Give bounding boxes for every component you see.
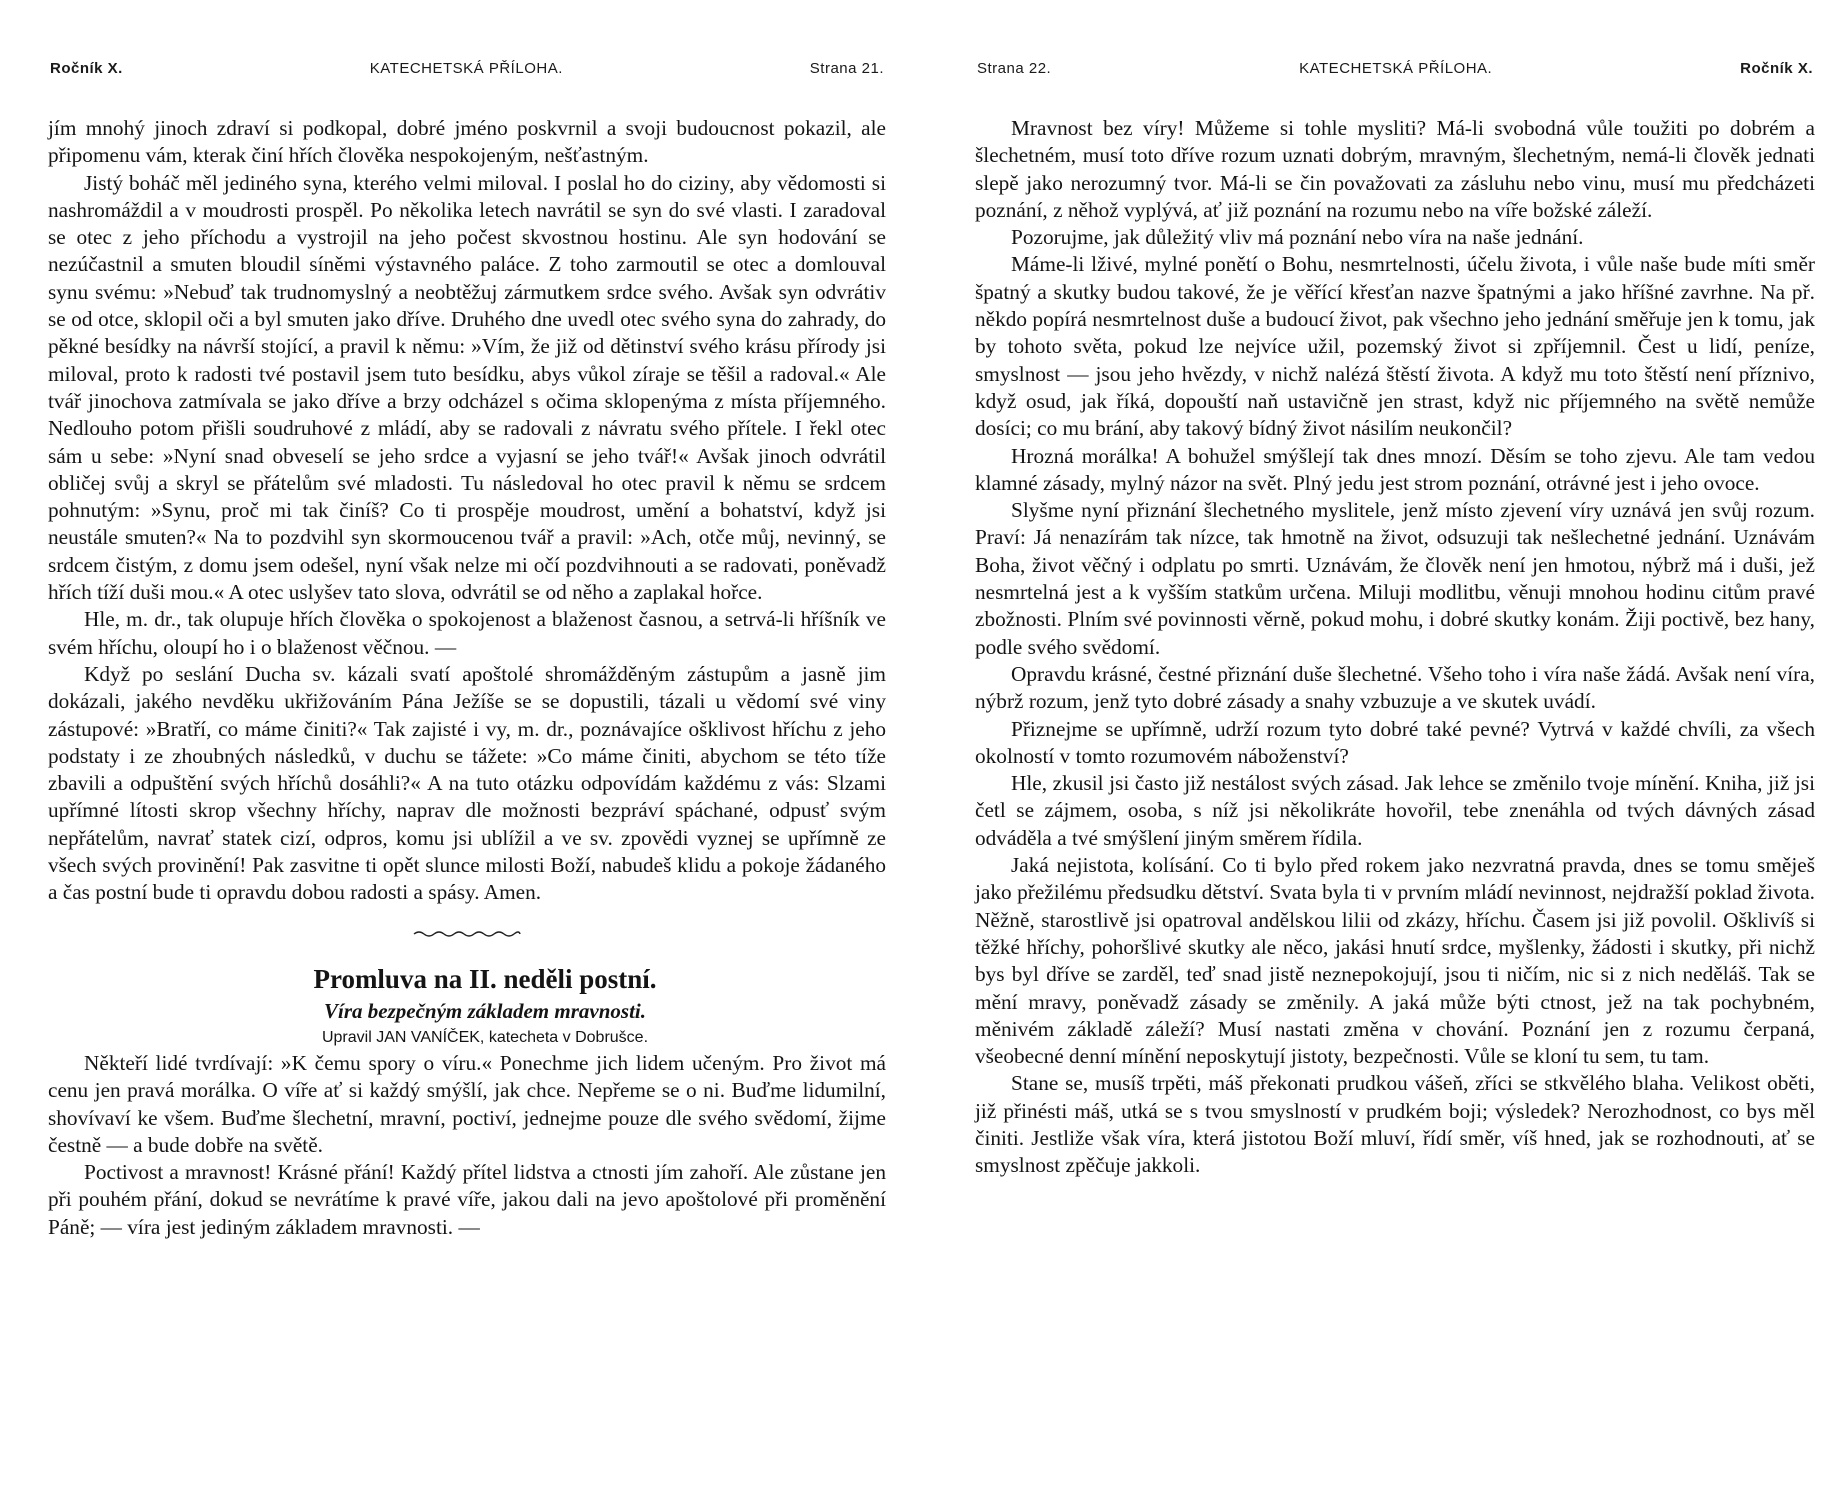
left-header-title: KATECHETSKÁ PŘÍLOHA. xyxy=(369,60,563,77)
paragraph: jím mnohý jinoch zdraví si podkopal, dobré jméno poskvrnil a svoji budoucnost pokazil, ale připomenu vám, kterak činí hřích člověka nespokojeným, nešťastným. xyxy=(48,116,886,168)
paragraph: Když po seslání Ducha sv. kázali svatí apoštolé shromážděným zástupům a jasně jim dokázali, jakého nevděku ukřižováním Pána Ježíše se se dopustili, tázali u vědomí své viny zástupové: »Bratří, co máme činiti?« Tak zajisté i vy, m. dr., poznávajíce ošklivost hříchu z jeho podstaty i ze zhoubných následků, v duchu se tážete: »Co máme činiti, abychom se této tíže zbavili a odpuštění svých hříchů dosáhli?« A na tuto otázku odpovídám každému z vás: Slzami upřímné lítosti skrop všechny hříchy, naprav dle možnosti bezpráví spáchané, odpusť svým nepřátelům, navrať statek cizí, odpros, komu jsi ublížil a ve sv. zpovědi vyznej se upřímně ze všech svých provinění! Pak zasvitne ti opět slunce milosti Boží, nabudeš klidu a pokoje žádaného a čas postní bude ti opravdu dobou radosti a spásy. Amen. xyxy=(48,661,886,905)
left-page-number: Strana 21. xyxy=(809,60,884,77)
right-page-body xyxy=(975,115,1815,1180)
paragraph: Poctivost a mravnost! Krásné přání! Každý přítel lidstva a ctnosti jím zahoří. Ale zůstane jen při pouhém přání, dokud se nevrátíme k pravé víře, jakou dali na jevo apoštolové při proměnění Páně; — víra jest jediným základem mravnosti. — xyxy=(48,1160,886,1239)
right-running-header xyxy=(975,60,1815,82)
left-page-body xyxy=(48,115,886,1241)
wavy-divider-icon xyxy=(412,929,522,939)
right-volume-label: Ročník X. xyxy=(1740,60,1813,77)
paragraph: Hle, m. dr., tak olupuje hřích člověka o spokojenost a blaženost časnou, a setrvá-li hříšník ve svém hříchu, oloupí ho i o blaženost věčnou. — xyxy=(48,607,886,659)
sermon-subtitle: Víra bezpečným základem mravnosti. xyxy=(324,998,646,1023)
sermon-author: Upravil JAN VANÍČEK, katecheta v Dobrušce. xyxy=(321,1028,649,1046)
section-divider xyxy=(48,919,886,946)
paragraph: Jistý boháč měl jediného syna, kterého velmi miloval. I poslal ho do ciziny, aby vědomosti si nashromáždil a v moudrosti prospěl. Po několika letech navrátil se syn do své vlasti. I zaradoval se otec z jeho příchodu a vystrojil na jeho počest skvostnou hostinu. Ale syn hodování se nezúčastnil a smuten bloudil síněmi výstavného paláce. Z toho zarmoutil se otec a domlouval synu svému: »Nebuď tak trudnomyslný a neobtěžuj zármutkem srdce svého. Avšak syn odvrátiv se od otce, sklopil oči a byl smuten jako dříve. Druhého dne uvedl otec svého syna do zahrady, do pěkné besídky na návrší stojící, a pravil k němu: »Vím, že již od dětinství svého krásu přírody jsi miloval, proto k radosti tvé postavil jsem tuto besídku, abys vůkol zíraje se těšil a radoval.« Ale tvář jinochova zatmívala se jako dříve a brzy odcházel s očima sklopenýma z místa příjemného. Nedlouho potom přišli soudruhové z mládí, aby se radovali z návratu svého přítele. I řekl otec sám u sebe: »Nyní snad obveselí se jeho srdce a vyjasní se jeho tvář!« Avšak jinoch odvrátil obličej svůj a skryl se přátelům své mladosti. Tu následoval ho otec pravil k němu se srdcem pohnutým: »Synu, proč mi tak činíš? Co ti prospěje moudrost, umění a bohatství, když jsi neustále smuten?« Na to pozdvihl syn skormoucenou tvář a pravil: »Ach, otče můj, nevinný, se srdcem čistým, z domu jsem odešel, nyní však nelze mi očí pozdvihnouti a se radovati, poněvadž hřích tíží duši mou.« A otec uslyšev tato slova, odvrátil se od něho a zaplakal hořce. xyxy=(48,170,886,605)
paragraph: Slyšme nyní přiznání šlechetného myslitele, jenž místo zjevení víry uznává jen svůj rozum. Praví: Já nenazírám tak nízce, tak hmotně na život, odsuzuji tak nešlechetné jednání. Uznávám Boha, život věčný i odplatu po smrti. Uznávám, že člověk není jen hmotou, nýbrž má i duši, jež nesmrtelná jest a k vyšším statkům určena. Miluji modlitbu, věnuji mnohou hodinu citům pravé zbožnosti. Plním své povinnosti věrně, pokud mohu, i dobré skutky konám. Žiji poctivě, bez hany, podle svého svědomí. xyxy=(975,498,1815,659)
sermon-title: Promluva na II. neděli postní. xyxy=(313,963,657,994)
paragraph: Někteří lidé tvrdívají: »K čemu spory o víru.« Ponechme jich lidem učeným. Pro život má cenu jen pravá morálka. O víře ať si každý smýšlí, jak chce. Nepřeme se o ni. Buďme lidumilní, shovívaví ke všem. Buďme šlechetní, mravní, poctiví, jednejme pouze dle svého svědomí, žijme čestně — a bude dobře na světě. xyxy=(48,1050,886,1157)
paragraph: Hrozná morálka! A bohužel smýšlejí tak dnes mnozí. Děsím se toho zjevu. Ale tam vedou klamné zásady, mylný názor na svět. Plný jedu jest strom poznání, otrávné jest i jeho ovoce. xyxy=(975,443,1815,495)
paragraph: Jaká nejistota, kolísání. Co ti bylo před rokem jako nezvratná pravda, dnes se tomu směješ jako přežilému předsudku dětství. Svata byla ti v prvním mládí nevinnost, nejdražší poklad života. Něžně, starostlivě jsi opatroval andělskou lilii od zkázy, hříchu. Časem jsi již povolil. Ošklivíš si těžké hříchy, pohoršlivé skutky ale něco, jakási hnutí srdce, myšlenky, žádosti i skutky, při nichž bys byl dříve se zarděl, teď snad jistě neznepokojují, jsou ti ničím, nic si z nich neděláš. Tak se mění mravy, poněvadž zásady se změnily. A jaká může býti ctnost, jež na tak pochybném, měnivém základě záleží? Musí nastati změna v chování. Poznání jen z rozumu čerpaná, všeobecné denní mínění neposkytují jistoty, bezpečnosti. Vůle se kloní tu sem, tu tam. xyxy=(975,853,1815,1069)
paragraph: Pozorujme, jak důležitý vliv má poznání nebo víra na naše jednání. xyxy=(1011,225,1584,250)
right-page xyxy=(975,60,1815,1180)
paragraph: Máme-li lživé, mylné ponětí o Bohu, nesmrtelnosti, účelu života, i vůle naše bude míti směr špatný a skutky budou takové, že je věřící křesťan nazve špatnými a jako hříšné zavrhne. Na př. někdo popírá nesmrtelnost duše a budoucí život, pak všechno jeho jednání směřuje jen k tomu, jak by tohoto světa, pokud lze nejvíce užil, pozemský život si zpříjemnil. Čest u lidí, peníze, smyslnost — jsou jeho hvězdy, v nichž nalézá štěstí života. A když mu toto štěstí není příznivo, když osud, jak říká, dopouští naň ustavičně jen strast, když nic příjemného na světě nemůže dosíci; co mu brání, aby takový bídný život násilím neukončil? xyxy=(975,252,1815,441)
right-header-title: KATECHETSKÁ PŘÍLOHA. xyxy=(1299,60,1493,77)
paragraph: Mravnost bez víry! Můžeme si tohle mysliti? Má-li svobodná vůle toužiti po dobrém a šlechetném, musí toto dříve rozum uznati dobrým, mravným, šlechetným, nemá-li člověk jednati slepě jako nerozumný tvor. Má-li se čin považovati za zásluhu nebo vinu, musí mu předcházeti poznání, z něhož vyplývá, ať již poznání na rozumu nebo na víře božské záleží. xyxy=(975,116,1815,222)
paragraph: Hle, zkusil jsi často již nestálost svých zásad. Jak lehce se změnilo tvoje mínění. Kniha, již jsi četl se zájmem, osoba, s níž jsi několikráte hovořil, tebe znenáhla od tvých dávných zásad odváděla a tvé smýšlení jiným směrem řídila. xyxy=(975,771,1815,850)
left-page xyxy=(48,60,886,1241)
paragraph: Přiznejme se upřímně, udrží rozum tyto dobré také pevné? Vytrvá v každé chvíli, za všech okolností v tomto rozumovém náboženství? xyxy=(975,716,1815,768)
right-page-number: Strana 22. xyxy=(977,60,1052,77)
left-volume-label: Ročník X. xyxy=(50,60,123,77)
left-running-header xyxy=(48,60,886,82)
paragraph: Stane se, musíš trpěti, máš překonati prudkou vášeň, zříci se stkvělého blaha. Velikost oběti, již přinésti máš, utká se s tvou smyslností v prudkém boji; výsledek? Nerozhodnost, co bys měl činiti. Jestliže však víra, která jistotou Boží mluví, řídí směr, víš hned, jak se rozhodnouti, ať se smyslnost zpěčuje jakkoli. xyxy=(975,1071,1815,1178)
paragraph: Opravdu krásné, čestné přiznání duše šlechetné. Všeho toho i víra naše žádá. Avšak není víra, nýbrž rozum, jenž tyto dobré zásady a snahy vzbuzuje a ve skutek uvádí. xyxy=(975,661,1815,714)
